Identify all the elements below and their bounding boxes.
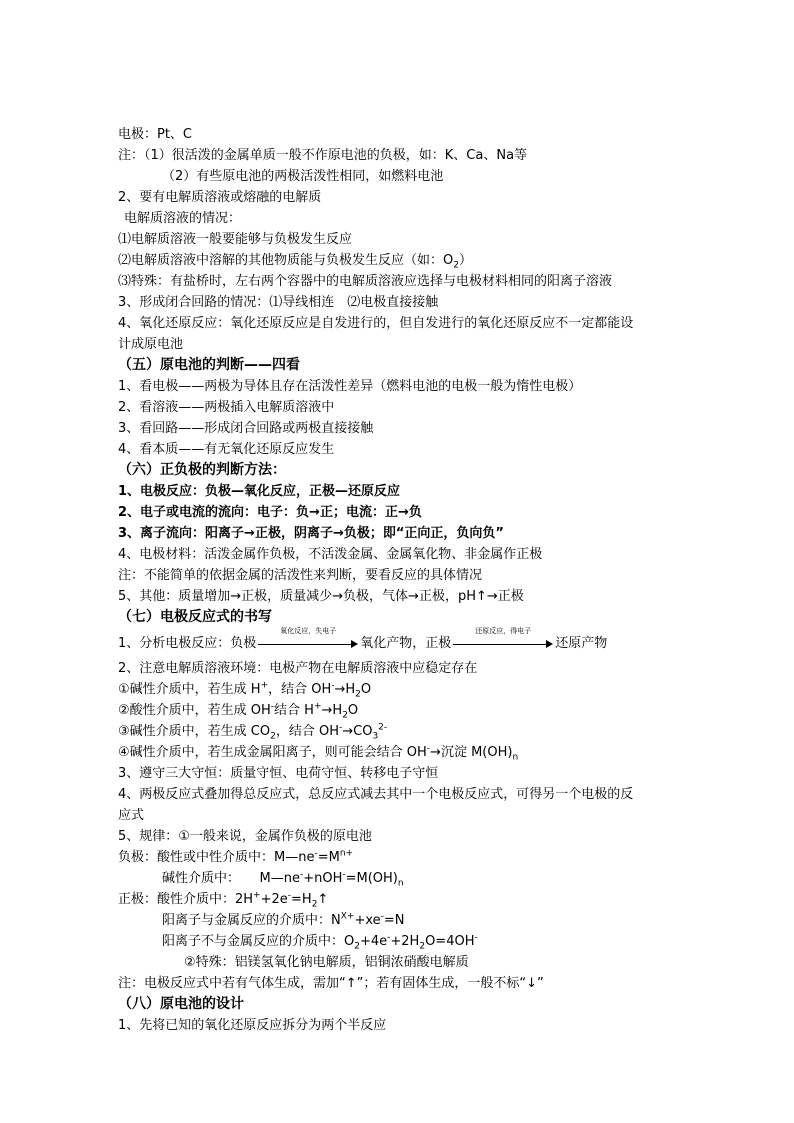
section-heading: （五）原电池的判断——四看 — [118, 357, 300, 373]
section-heading: （七）电极反应式的书写 — [118, 609, 272, 625]
text-line: 2、电子或电流的流向：电子：负→正；电流：正→负 — [118, 505, 422, 520]
text-line: 1、看电极——两极为导体且存在活泼性差异（燃料电池的电极一般为惰性电极） — [118, 379, 582, 394]
text-line: ②特殊：铝镁氢氧化钠电解质，铝铜浓硝酸电解质 — [184, 955, 469, 970]
text-line: 电解质溶液的情况： — [124, 211, 242, 226]
text-line: ⑴电解质溶液一般要能够与负极发生反应 — [118, 232, 353, 247]
text-line: 1、电极反应：负极—氧化反应，正极—还原反应 — [118, 484, 401, 499]
text-line: ⑵电解质溶液中溶解的其他物质能与负极发生反应（如：$O_2$） — [118, 253, 472, 271]
text-line: 阳离子与金属反应的介质中：$N^{X+}+xe^-=N$ — [162, 911, 405, 928]
text-line: 电极：Pt、C — [118, 127, 193, 142]
text-line: ⑶特殊：有盐桥时，左右两个容器中的电解质溶液应选择与电极材料相同的阳离子溶液 — [118, 274, 613, 289]
text-line: 3、看回路——形成闭合回路或两极直接接触 — [118, 421, 374, 436]
text-line: 注：不能简单的依据金属的活泼性来判断，要看反应的具体情况 — [118, 568, 483, 583]
text-line: 碱性介质中： $M—ne^-+nOH^-=M(OH)_n$ — [162, 869, 404, 889]
text-line: 注：电极反应式中若有气体生成，需加“↑”；若有固体生成，一般不标“↓” — [118, 976, 544, 991]
text-line: ③碱性介质中，若生成 $CO_2$，结合 $OH^-\to CO_3^{2-}$ — [118, 722, 388, 742]
text-line: 4、看本质——有无氧化还原反应发生 — [118, 442, 335, 457]
text-line: 应式 — [118, 808, 145, 823]
text-line: 注：（1）很活泼的金属单质一般不作原电池的负极，如：K、Ca、Na等 — [118, 148, 528, 163]
text-line: 正极：酸性介质中：$2H^++2e^-=H_2↑$ — [118, 890, 329, 910]
text-line: 3、离子流向：阳离子→正极，阴离子→负极；即“正向正，负向负” — [118, 526, 504, 541]
text-line: 2、看溶液——两极插入电解质溶液中 — [118, 400, 335, 415]
document-page — [118, 124, 698, 1036]
text-line: 1、分析电极反应：负极 氧化反应，失电子 氧化产物，正极 还原反应，得电子 还原产物 — [118, 626, 608, 651]
text-line: ①碱性介质中，若生成 H+，结合 $OH^-\to H_2O$ — [118, 680, 372, 700]
text-line: 3、遵守三大守恒：质量守恒、电荷守恒、转移电子守恒 — [118, 766, 439, 781]
text-line: 负极：酸性或中性介质中：$M—ne^-=M^{n+}$ — [118, 848, 354, 865]
text-line: ④碱性介质中，若生成金属阳离子，则可能会结合 OH-→沉淀 $M(OH)_n$ — [118, 743, 519, 763]
text-line: 3、形成闭合回路的情况：⑴导线相连 ⑵电极直接接触 — [118, 295, 439, 310]
text-line: 2、注意电解质溶液环境：电极产物在电解质溶液中应稳定存在 — [118, 661, 478, 676]
reaction-arrow: 还原反应，得电子 — [453, 637, 553, 651]
reaction-arrow: 氧化反应，失电子 — [258, 637, 358, 651]
text-line: 4、氧化还原反应：氧化还原反应是自发进行的，但自发进行的氧化还原反应不一定都能设 — [118, 316, 634, 331]
text-line: ②酸性介质中，若生成 OH-结合 $H^+\to H_2O$ — [118, 701, 359, 721]
text-line: 2、要有电解质溶液或熔融的电解质 — [118, 190, 322, 205]
text-line: 计成原电池 — [118, 337, 184, 352]
text-line: 1、先将已知的氧化还原反应拆分为两个半反应 — [118, 1018, 387, 1033]
text-line: 4、两极反应式叠加得总反应式，总反应式减去其中一个电极反应式，可得另一个电极的反 — [118, 787, 634, 802]
text-line: 4、电极材料：活泼金属作负极，不活泼金属、金属氧化物、非金属作正极 — [118, 547, 543, 562]
text-line: （2）有些原电池的两极活泼性相同，如燃料电池 — [162, 169, 444, 184]
section-heading: （八）原电池的设计 — [118, 996, 244, 1012]
section-heading: （六）正负极的判断方法： — [118, 462, 286, 478]
text-line: 阳离子不与金属反应的介质中：$O_2+4e^-+2H_2O=4OH^-$ — [162, 932, 478, 952]
text-line: 5、规律：①一般来说，金属作负极的原电池 — [118, 829, 372, 844]
text-line: 5、其他：质量增加→正极，质量减少→负极，气体→正极，pH↑→正极 — [118, 589, 524, 604]
